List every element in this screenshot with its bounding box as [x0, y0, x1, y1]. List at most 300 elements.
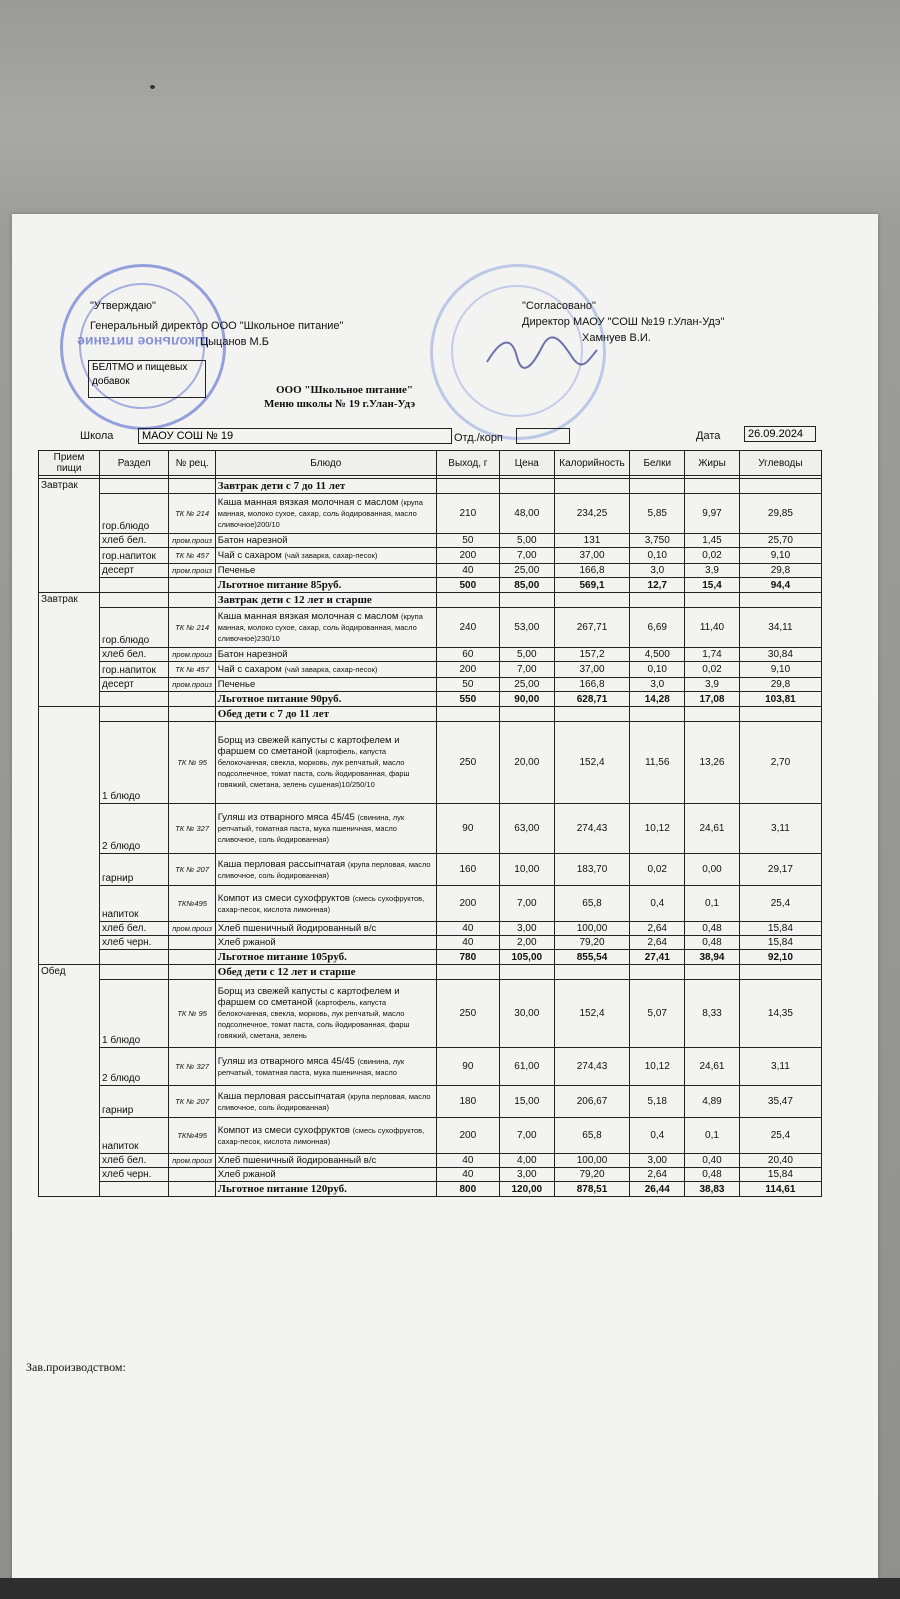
table-row: [39, 1086, 822, 1118]
empty-cell: [169, 1182, 215, 1197]
section-cell: напиток: [100, 886, 169, 922]
dish-composition: (смесь сухофруктов, сахар-песок, кислота лимонная): [217, 893, 425, 914]
empty-cell: [499, 707, 554, 722]
empty-cell: [100, 578, 169, 593]
value-cell-p: 2,64: [630, 1168, 685, 1182]
table-row: [39, 608, 822, 648]
value-cell-out: 200: [436, 662, 499, 678]
empty-cell: [499, 965, 554, 980]
section-cell: хлеб бел.: [100, 922, 169, 936]
total-value-price: 120,00: [499, 1182, 554, 1197]
value-cell-p: 2,64: [630, 922, 685, 936]
recipe-cell: ТК№495: [169, 886, 215, 922]
value-cell-kcal: 166,8: [554, 564, 630, 578]
dish-name: Хлеб пшеничный йодированный в/с: [217, 923, 377, 934]
total-value-f: 38,94: [685, 950, 740, 965]
column-header: Цена: [499, 451, 554, 476]
recipe-cell: пром.произ: [169, 1154, 215, 1168]
value-cell-price: 7,00: [499, 662, 554, 678]
org-name: ООО "Школьное питание": [276, 384, 413, 396]
total-row: [39, 578, 822, 593]
dish-cell: [215, 1154, 436, 1168]
recipe-cell: ТК № 327: [169, 1048, 215, 1086]
total-row: [39, 1182, 822, 1197]
empty-cell: [169, 707, 215, 722]
column-header: Жиры: [685, 451, 740, 476]
value-cell-f: 24,61: [685, 1048, 740, 1086]
group-title: Обед дети с 12 лет и старше: [215, 965, 436, 980]
dish-cell: [215, 854, 436, 886]
empty-cell: [169, 965, 215, 980]
empty-cell: [739, 593, 821, 608]
table-row: [39, 548, 822, 564]
dish-name: Хлеб пшеничный йодированный в/с: [217, 1155, 377, 1166]
value-cell-out: 40: [436, 936, 499, 950]
date-field: 26.09.2024: [744, 426, 816, 442]
value-cell-c: 2,70: [739, 722, 821, 804]
empty-cell: [739, 965, 821, 980]
recipe-cell: пром.произ: [169, 564, 215, 578]
value-cell-out: 200: [436, 886, 499, 922]
total-value-kcal: 569,1: [554, 578, 630, 593]
dish-composition: (чай заварка, сахар-песок): [284, 665, 378, 674]
table-row: [39, 648, 822, 662]
value-cell-kcal: 79,20: [554, 1168, 630, 1182]
dish-cell: [215, 678, 436, 692]
value-cell-f: 0,40: [685, 1154, 740, 1168]
value-cell-out: 250: [436, 722, 499, 804]
dish-name: Батон нарезной: [217, 649, 288, 660]
value-cell-kcal: 274,43: [554, 804, 630, 854]
value-cell-p: 3,0: [630, 564, 685, 578]
value-cell-kcal: 37,00: [554, 662, 630, 678]
approve-name: Цыцанов М.Б: [200, 336, 269, 348]
empty-cell: [436, 479, 499, 494]
recipe-cell: ТК № 214: [169, 494, 215, 534]
total-value-c: 94,4: [739, 578, 821, 593]
value-cell-kcal: 65,8: [554, 1118, 630, 1154]
total-label: Льготное питание 105руб.: [215, 950, 436, 965]
agree-title: "Согласовано": [522, 300, 596, 312]
dish-composition: (чай заварка, сахар-песок): [284, 551, 378, 560]
total-value-p: 26,44: [630, 1182, 685, 1197]
recipe-cell: пром.произ: [169, 922, 215, 936]
value-cell-out: 40: [436, 1154, 499, 1168]
recipe-cell: ТК № 95: [169, 722, 215, 804]
dish-cell: [215, 648, 436, 662]
value-cell-price: 3,00: [499, 922, 554, 936]
value-cell-f: 0,48: [685, 936, 740, 950]
value-cell-p: 0,4: [630, 886, 685, 922]
table-row: [39, 722, 822, 804]
value-cell-kcal: 157,2: [554, 648, 630, 662]
total-row: [39, 692, 822, 707]
value-cell-price: 7,00: [499, 1118, 554, 1154]
value-cell-price: 63,00: [499, 804, 554, 854]
dust-speck: [150, 85, 155, 89]
total-value-out: 800: [436, 1182, 499, 1197]
value-cell-kcal: 152,4: [554, 980, 630, 1048]
value-cell-kcal: 274,43: [554, 1048, 630, 1086]
footer-signature: Зав.производством:: [26, 1360, 126, 1374]
empty-cell: [169, 950, 215, 965]
value-cell-price: 2,00: [499, 936, 554, 950]
value-cell-f: 8,33: [685, 980, 740, 1048]
value-cell-p: 3,0: [630, 678, 685, 692]
section-cell: хлеб бел.: [100, 1154, 169, 1168]
dish-composition: (свинина, лук репчатый, томатная паста, мука пшеничная, масло: [217, 1056, 405, 1077]
bottom-edge: [0, 1578, 900, 1599]
value-cell-p: 10,12: [630, 804, 685, 854]
value-cell-c: 29,8: [739, 564, 821, 578]
dish-cell: [215, 608, 436, 648]
empty-cell: [554, 479, 630, 494]
agree-name: Хамнуев В.И.: [582, 332, 651, 344]
dish-cell: [215, 1048, 436, 1086]
meal-cell: Завтрак: [39, 593, 100, 707]
value-cell-f: 3,9: [685, 564, 740, 578]
value-cell-p: 10,12: [630, 1048, 685, 1086]
dish-name: Компот из смеси сухофруктов: [217, 1124, 350, 1136]
section-cell: гор.блюдо: [100, 608, 169, 648]
recipe-cell: пром.произ: [169, 534, 215, 548]
value-cell-kcal: 183,70: [554, 854, 630, 886]
value-cell-price: 53,00: [499, 608, 554, 648]
total-label: Льготное питание 120руб.: [215, 1182, 436, 1197]
dish-composition: (крупа манная, молоко сухое, сахар, соль йодированная, масло сливочное)230/10: [217, 612, 423, 643]
dish-name: Печенье: [217, 679, 256, 690]
section-cell: гор.напиток: [100, 548, 169, 564]
dept-field: [516, 428, 570, 444]
empty-cell: [499, 593, 554, 608]
total-value-c: 92,10: [739, 950, 821, 965]
table-row: [39, 804, 822, 854]
empty-cell: [499, 479, 554, 494]
section-cell: 1 блюдо: [100, 722, 169, 804]
value-cell-c: 14,35: [739, 980, 821, 1048]
group-title: Завтрак дети с 12 лет и старше: [215, 593, 436, 608]
dish-cell: [215, 804, 436, 854]
value-cell-price: 5,00: [499, 648, 554, 662]
empty-cell: [436, 965, 499, 980]
table-row: [39, 1154, 822, 1168]
table-row: [39, 564, 822, 578]
value-cell-f: 13,26: [685, 722, 740, 804]
column-header: Блюдо: [215, 451, 436, 476]
table-row: [39, 854, 822, 886]
value-cell-out: 40: [436, 1168, 499, 1182]
value-cell-price: 20,00: [499, 722, 554, 804]
value-cell-kcal: 100,00: [554, 922, 630, 936]
value-cell-c: 20,40: [739, 1154, 821, 1168]
value-cell-c: 9,10: [739, 548, 821, 564]
value-cell-price: 3,00: [499, 1168, 554, 1182]
group-row: [39, 593, 822, 608]
value-cell-f: 0,1: [685, 1118, 740, 1154]
total-value-price: 85,00: [499, 578, 554, 593]
value-cell-p: 11,56: [630, 722, 685, 804]
menu-table: [38, 450, 822, 1197]
empty-cell: [630, 707, 685, 722]
empty-cell: [169, 578, 215, 593]
empty-cell: [100, 692, 169, 707]
empty-cell: [100, 965, 169, 980]
value-cell-kcal: 152,4: [554, 722, 630, 804]
value-cell-out: 40: [436, 922, 499, 936]
empty-cell: [100, 479, 169, 494]
recipe-cell: ТК № 457: [169, 662, 215, 678]
total-value-out: 550: [436, 692, 499, 707]
total-value-p: 27,41: [630, 950, 685, 965]
value-cell-price: 48,00: [499, 494, 554, 534]
total-value-out: 500: [436, 578, 499, 593]
dish-name: Батон нарезной: [217, 535, 288, 546]
dish-composition: (крупа перловая, масло сливочное, соль йодированная): [217, 1091, 431, 1112]
recipe-cell: ТК № 207: [169, 854, 215, 886]
dish-composition: (крупа манная, молоко сухое, сахар, соль йодированная, масло сливочное)200/10: [217, 498, 423, 529]
value-cell-c: 29,17: [739, 854, 821, 886]
value-cell-out: 160: [436, 854, 499, 886]
dish-name: Хлеб ржаной: [217, 1169, 276, 1180]
agree-position: Директор МАОУ "СОШ №19 г.Улан-Удэ": [522, 316, 725, 328]
value-cell-kcal: 131: [554, 534, 630, 548]
value-cell-c: 34,11: [739, 608, 821, 648]
approve-title: "Утверждаю": [90, 300, 156, 312]
total-value-out: 780: [436, 950, 499, 965]
recipe-cell: ТК № 457: [169, 548, 215, 564]
value-cell-p: 2,64: [630, 936, 685, 950]
value-cell-p: 0,10: [630, 662, 685, 678]
meal-cell: Обед: [39, 965, 100, 1197]
value-cell-f: 0,02: [685, 662, 740, 678]
table-row: [39, 534, 822, 548]
value-cell-out: 50: [436, 678, 499, 692]
recipe-cell: [169, 1168, 215, 1182]
value-cell-kcal: 267,71: [554, 608, 630, 648]
value-cell-p: 0,02: [630, 854, 685, 886]
dish-name: Чай с сахаром: [217, 664, 282, 675]
dish-cell: [215, 922, 436, 936]
dish-cell: [215, 564, 436, 578]
value-cell-c: 15,84: [739, 1168, 821, 1182]
value-cell-out: 200: [436, 548, 499, 564]
value-cell-p: 4,500: [630, 648, 685, 662]
column-header: № рец.: [169, 451, 215, 476]
value-cell-f: 0,00: [685, 854, 740, 886]
group-row: [39, 479, 822, 494]
group-row: [39, 707, 822, 722]
value-cell-c: 29,85: [739, 494, 821, 534]
section-cell: десерт: [100, 678, 169, 692]
value-cell-kcal: 166,8: [554, 678, 630, 692]
dish-cell: [215, 548, 436, 564]
recipe-cell: ТК № 214: [169, 608, 215, 648]
value-cell-c: 15,84: [739, 922, 821, 936]
recipe-cell: пром.произ: [169, 678, 215, 692]
value-cell-p: 5,07: [630, 980, 685, 1048]
empty-cell: [630, 479, 685, 494]
recipe-cell: ТК№495: [169, 1118, 215, 1154]
total-label: Льготное питание 85руб.: [215, 578, 436, 593]
section-cell: 2 блюдо: [100, 1048, 169, 1086]
column-header: Раздел: [100, 451, 169, 476]
value-cell-f: 0,48: [685, 922, 740, 936]
value-cell-f: 24,61: [685, 804, 740, 854]
empty-cell: [100, 593, 169, 608]
value-cell-kcal: 37,00: [554, 548, 630, 564]
value-cell-out: 50: [436, 534, 499, 548]
empty-cell: [630, 965, 685, 980]
value-cell-out: 210: [436, 494, 499, 534]
column-header: Прием пищи: [39, 451, 100, 476]
section-cell: гор.напиток: [100, 662, 169, 678]
total-value-kcal: 878,51: [554, 1182, 630, 1197]
empty-cell: [554, 593, 630, 608]
dish-composition: (картофель, капуста белокочанная, свекла, морковь, лук репчатый, масло подсолнечное, томат паста, соль йодированная, фарш говяжий, сметана, зелень сушеная)10/250/10: [217, 747, 410, 789]
dept-label: Отд./корп: [454, 432, 503, 444]
value-cell-price: 10,00: [499, 854, 554, 886]
meal-cell: Завтрак: [39, 479, 100, 593]
value-cell-price: 25,00: [499, 564, 554, 578]
menu-document: [12, 214, 878, 1599]
value-cell-price: 61,00: [499, 1048, 554, 1086]
total-value-f: 15,4: [685, 578, 740, 593]
recipe-cell: пром.произ: [169, 648, 215, 662]
dish-cell: [215, 980, 436, 1048]
total-value-price: 105,00: [499, 950, 554, 965]
dish-cell: [215, 494, 436, 534]
value-cell-out: 200: [436, 1118, 499, 1154]
date-label: Дата: [696, 430, 721, 442]
value-cell-c: 25,4: [739, 886, 821, 922]
table-row: [39, 1048, 822, 1086]
menu-title: Меню школы № 19 г.Улан-Удэ: [264, 398, 416, 410]
approve-position: Генеральный директор ООО "Школьное питание": [90, 320, 344, 332]
value-cell-p: 6,69: [630, 608, 685, 648]
dish-cell: [215, 534, 436, 548]
value-cell-p: 0,10: [630, 548, 685, 564]
total-value-c: 114,61: [739, 1182, 821, 1197]
empty-cell: [554, 707, 630, 722]
dish-cell: [215, 1086, 436, 1118]
value-cell-price: 7,00: [499, 886, 554, 922]
empty-cell: [685, 707, 740, 722]
dish-name: Компот из смеси сухофруктов: [217, 892, 350, 904]
table-row: [39, 494, 822, 534]
value-cell-kcal: 79,20: [554, 936, 630, 950]
section-cell: гарнир: [100, 1086, 169, 1118]
dish-cell: [215, 886, 436, 922]
total-value-p: 14,28: [630, 692, 685, 707]
value-cell-f: 1,74: [685, 648, 740, 662]
total-value-kcal: 628,71: [554, 692, 630, 707]
meal-cell: [39, 707, 100, 965]
dish-cell: [215, 936, 436, 950]
group-title: Обед дети с 7 до 11 лет: [215, 707, 436, 722]
total-value-f: 17,08: [685, 692, 740, 707]
empty-cell: [169, 479, 215, 494]
value-cell-c: 3,11: [739, 804, 821, 854]
empty-cell: [685, 965, 740, 980]
dish-name: Борщ из свежей капусты с картофелем и фаршем со сметаной: [217, 986, 400, 1008]
stamp-text: Школьное питание: [77, 334, 209, 351]
table-row: [39, 1118, 822, 1154]
dish-name: Каша перловая рассыпчатая: [217, 1090, 346, 1102]
dish-name: Каша перловая рассыпчатая: [217, 858, 346, 870]
dish-name: Чай с сахаром: [217, 550, 282, 561]
empty-cell: [436, 707, 499, 722]
value-cell-c: 15,84: [739, 936, 821, 950]
value-cell-p: 5,85: [630, 494, 685, 534]
dish-cell: [215, 1118, 436, 1154]
value-cell-out: 180: [436, 1086, 499, 1118]
dish-composition: (смесь сухофруктов, сахар-песок, кислота лимонная): [217, 1125, 425, 1146]
dish-cell: [215, 1168, 436, 1182]
value-cell-p: 0,4: [630, 1118, 685, 1154]
table-row: [39, 980, 822, 1048]
value-cell-price: 25,00: [499, 678, 554, 692]
value-cell-p: 3,750: [630, 534, 685, 548]
value-cell-f: 4,89: [685, 1086, 740, 1118]
value-cell-f: 11,40: [685, 608, 740, 648]
recipe-cell: ТК № 95: [169, 980, 215, 1048]
section-cell: хлеб черн.: [100, 936, 169, 950]
table-row: [39, 886, 822, 922]
value-cell-c: 35,47: [739, 1086, 821, 1118]
section-cell: гор.блюдо: [100, 494, 169, 534]
table-row: [39, 678, 822, 692]
value-cell-out: 90: [436, 1048, 499, 1086]
dish-composition: (картофель, капуста белокочанная, свекла, морковь, лук репчатый, масло подсолнечное, томат паста, соль йодированная, фарш говяжий, сметана, зелень: [217, 998, 410, 1040]
value-cell-price: 15,00: [499, 1086, 554, 1118]
column-header: Углеводы: [739, 451, 821, 476]
value-cell-c: 30,84: [739, 648, 821, 662]
dish-name: Каша манная вязкая молочная с маслом: [217, 611, 399, 622]
school-label: Школа: [80, 430, 114, 442]
value-cell-price: 7,00: [499, 548, 554, 564]
value-cell-c: 29,8: [739, 678, 821, 692]
table-row: [39, 936, 822, 950]
dish-name: Печенье: [217, 565, 256, 576]
value-cell-kcal: 234,25: [554, 494, 630, 534]
value-cell-p: 3,00: [630, 1154, 685, 1168]
dish-name: Хлеб ржаной: [217, 937, 276, 948]
school-field: МАОУ СОШ № 19: [138, 428, 452, 444]
value-cell-out: 250: [436, 980, 499, 1048]
section-cell: хлеб черн.: [100, 1168, 169, 1182]
value-cell-price: 5,00: [499, 534, 554, 548]
value-cell-price: 30,00: [499, 980, 554, 1048]
section-cell: десерт: [100, 564, 169, 578]
empty-cell: [685, 593, 740, 608]
dish-composition: (крупа перловая, масло сливочное, соль йодированная): [217, 859, 431, 880]
value-cell-kcal: 206,67: [554, 1086, 630, 1118]
value-cell-c: 3,11: [739, 1048, 821, 1086]
recipe-cell: ТК № 207: [169, 1086, 215, 1118]
table-row: [39, 1168, 822, 1182]
section-cell: гарнир: [100, 854, 169, 886]
empty-cell: [169, 593, 215, 608]
value-cell-kcal: 65,8: [554, 886, 630, 922]
section-cell: хлеб бел.: [100, 534, 169, 548]
value-cell-out: 40: [436, 564, 499, 578]
recipe-cell: ТК № 327: [169, 804, 215, 854]
total-row: [39, 950, 822, 965]
value-cell-f: 0,02: [685, 548, 740, 564]
dish-cell: [215, 722, 436, 804]
empty-cell: [436, 593, 499, 608]
dish-name: Борщ из свежей капусты с картофелем и фаршем со сметаной: [217, 735, 400, 757]
